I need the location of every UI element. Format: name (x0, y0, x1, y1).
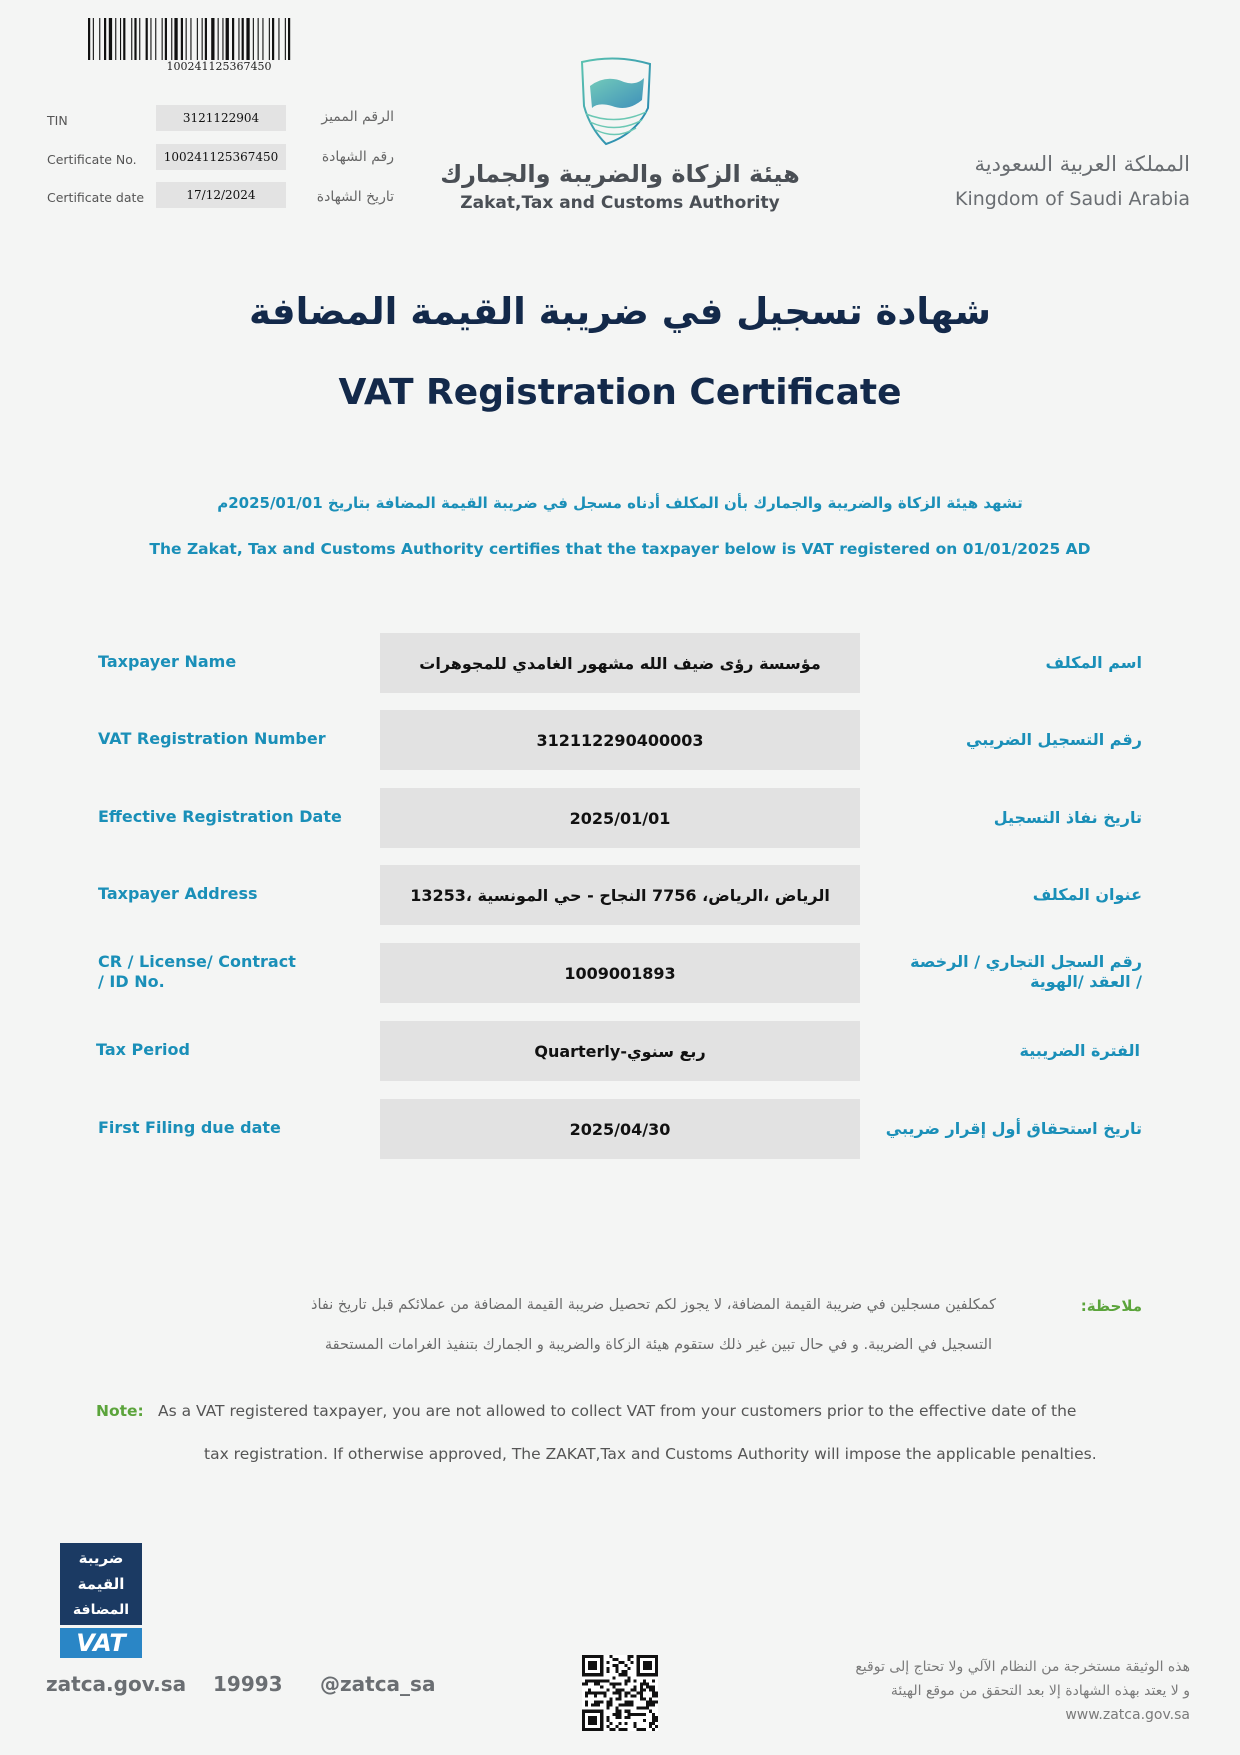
barcode-number: 100241125367450 (166, 60, 272, 73)
taxpayer-name-label: Taxpayer Name (98, 652, 237, 671)
cr-license-label-ar-line2: / العقد /الهوية (1030, 972, 1142, 991)
certification-statement-ar: تشهد هيئة الزكاة والضريبة والجمارك بأن المكلف أدناه مسجل في ضريبة القيمة المضافة بتاريخ 2025/01/01م (217, 494, 1023, 512)
cr-license-label-ar (910, 952, 1142, 992)
cr-license-label-line2: / ID No. (98, 972, 165, 991)
certificate-no-label: Certificate No. (47, 152, 137, 167)
vat-number-label: VAT Registration Number (98, 729, 326, 748)
certificate-title-ar: شهادة تسجيل في ضريبة القيمة المضافة (248, 290, 992, 333)
note-ar-line2: التسجيل في الضريبة. و في حال تبين غير ذلك ستقوم هيئة الزكاة والضريبة و الجمارك بتنفيذ الغرامات المستحقة (324, 1337, 992, 1353)
vat-number-label-ar: رقم التسجيل الضريبي (966, 730, 1142, 749)
cr-license-label-ar-line1: رقم السجل التجاري / الرخصة (910, 952, 1142, 971)
authority-name-ar: هيئة الزكاة والضريبة والجمارك (440, 160, 800, 188)
footer-website[interactable]: zatca.gov.sa (46, 1672, 187, 1696)
effective-date-label-ar: تاريخ نفاذ التسجيل (993, 808, 1142, 827)
taxpayer-name-value: مؤسسة رؤى ضيف الله مشهور الغامدي للمجوهرات (380, 633, 860, 693)
cr-license-value: 1009001893 (380, 943, 860, 1003)
certificate-date-label: Certificate date (47, 190, 145, 205)
tin-label: TIN (47, 113, 68, 128)
qr-code-icon (582, 1655, 658, 1731)
certificate-date-value: 17/12/2024 (156, 182, 286, 208)
disclaimer-line2: و لا يعتد بهذه الشهادة إلا بعد التحقق من موقع الهيئة (890, 1683, 1190, 1699)
certificate-no-label-ar: رقم الشهادة (321, 149, 394, 165)
tax-period-label-ar: الفترة الضريبية (1019, 1041, 1140, 1060)
barcode (88, 18, 350, 60)
vat-logo-en: VAT (60, 1628, 142, 1658)
note-en-line1: As a VAT registered taxpayer, you are not allowed to collect VAT from your customers prior to the effective date of the (158, 1402, 1077, 1420)
cr-license-label (98, 952, 296, 992)
tax-period-label: Tax Period (96, 1040, 190, 1059)
note-ar-line1: كمكلفين مسجلين في ضريبة القيمة المضافة، لا يجوز لكم تحصيل ضريبة القيمة المضافة من عملائكم قبل تاريخ نفاذ (311, 1297, 996, 1313)
tin-value: 3121122904 (156, 105, 286, 131)
authority-name-en: Zakat,Tax and Customs Authority (460, 193, 780, 213)
zatca-logo-icon (576, 56, 656, 148)
footer-social-handle[interactable]: @zatca_sa (320, 1672, 436, 1696)
note-label-ar: ملاحظة: (1080, 1297, 1142, 1315)
vat-logo-icon (60, 1543, 142, 1657)
first-filing-label-ar: تاريخ استحقاق أول إقرار ضريبي (885, 1119, 1142, 1138)
note-label-en: Note: (96, 1402, 144, 1420)
tax-period-value: Quarterly-ربع سنوي (380, 1021, 860, 1081)
first-filing-label: First Filing due date (98, 1118, 281, 1137)
footer-phone[interactable]: 19993 (213, 1672, 283, 1696)
vat-logo-line3: المضافة (72, 1602, 130, 1618)
disclaimer-line3[interactable]: www.zatca.gov.sa (1065, 1707, 1190, 1723)
effective-date-value: 2025/01/01 (380, 788, 860, 848)
disclaimer-line1: هذه الوثيقة مستخرجة من النظام الآلي ولا تحتاج إلى توقيع (855, 1659, 1190, 1675)
note-en-line2: tax registration. If otherwise approved, The ZAKAT,Tax and Customs Authority will impose the applicable penalties. (204, 1445, 1097, 1463)
certification-statement-en: The Zakat, Tax and Customs Authority certifies that the taxpayer below is VAT registered on 01/01/2025 AD (149, 540, 1091, 558)
kingdom-name-en: Kingdom of Saudi Arabia (955, 188, 1190, 210)
taxpayer-name-label-ar: اسم المكلف (1045, 653, 1142, 672)
kingdom-name-ar: المملكة العربية السعودية (974, 152, 1190, 176)
taxpayer-address-value: الرياض ،الرياض، 7756 النجاح - حي المونسية ،13253 (380, 865, 860, 925)
vat-logo-line2: القيمة (77, 1575, 125, 1593)
vat-number-value: 312112290400003 (380, 710, 860, 770)
certificate-title-en: VAT Registration Certificate (338, 372, 902, 413)
vat-logo-line1: ضريبة (78, 1549, 124, 1567)
taxpayer-address-label-ar: عنوان المكلف (1032, 885, 1142, 904)
effective-date-label: Effective Registration Date (98, 807, 342, 826)
first-filing-value: 2025/04/30 (380, 1099, 860, 1159)
cr-license-label-line1: CR / License/ Contract (98, 952, 296, 971)
certificate-no-value: 100241125367450 (156, 144, 286, 170)
tin-label-ar: الرقم المميز (321, 109, 394, 125)
taxpayer-address-label: Taxpayer Address (98, 884, 258, 903)
certificate-date-label-ar: تاريخ الشهادة (316, 189, 394, 205)
